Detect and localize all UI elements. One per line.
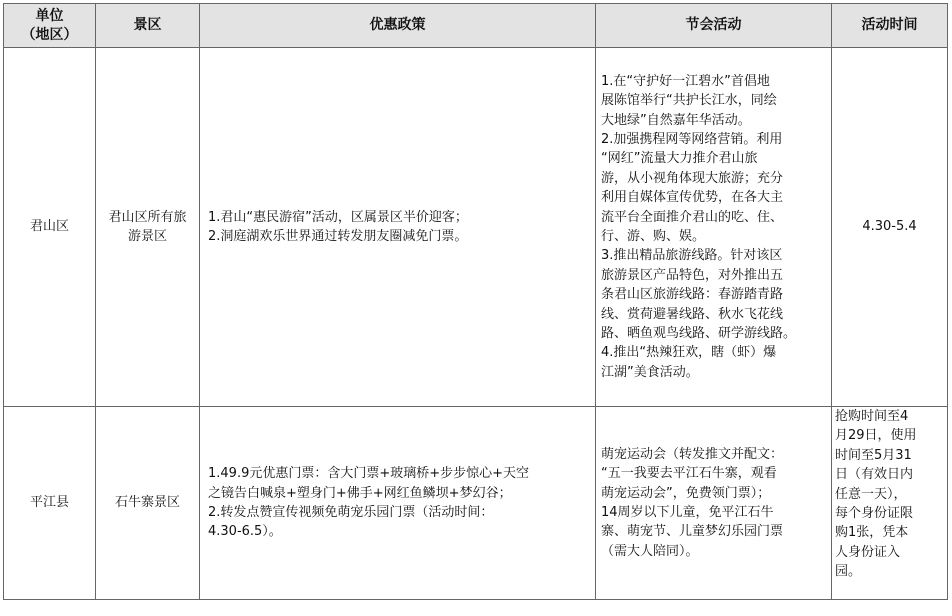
- events-line: 萌宠运动会（转发推文并配文：: [601, 446, 784, 462]
- cell-scenic: [96, 407, 200, 600]
- cell-time: [832, 407, 948, 600]
- events-table: [3, 3, 948, 600]
- events-line: 流平台全面推介君山的吃、住、: [601, 209, 784, 225]
- cell-policy: [200, 48, 596, 407]
- cell-unit: 平江县: [4, 407, 96, 600]
- events-line: 大地绿”自然嘉年华活动。: [601, 112, 751, 128]
- policy-line: 2.转发点赞宣传视频免萌宠乐园门票（活动时间：: [208, 505, 494, 520]
- header-events: 节会活动: [596, 4, 832, 48]
- events-line: 3.推出精品旅游线路。针对该区: [601, 248, 783, 264]
- events-line: 2.加强携程网等网络营销。利用: [601, 131, 783, 147]
- time-line: 日（有效日内: [835, 467, 914, 483]
- events-line: 江湖”美食活动。: [601, 364, 699, 380]
- time-line: 抢购时间至4: [835, 409, 909, 424]
- events-line: 利用自媒体宣传优势，在各大主: [601, 190, 784, 206]
- cell-events: [596, 407, 832, 600]
- cell-unit: 君山区: [4, 48, 96, 407]
- cell-policy: [200, 407, 596, 600]
- policy-line: 4.30-6.5）。: [208, 524, 282, 540]
- policy-line: 2.洞庭湖欢乐世界通过转发朋友圈减免门票。: [208, 229, 468, 244]
- cell-scenic: [96, 48, 200, 407]
- header-policy: 优惠政策: [200, 4, 596, 48]
- header-row: [4, 4, 948, 48]
- header-time: 活动时间: [832, 4, 948, 48]
- events-line: “网红”流量大力推介君山旅: [601, 151, 758, 167]
- policy-line: 1.君山“惠民游宿”活动，区属景区半价迎客；: [208, 209, 468, 225]
- events-line: 14周岁以下儿童，免平江石牛: [601, 505, 774, 520]
- header-scenic: 景区: [96, 4, 200, 48]
- time-line: 时间至5月31: [835, 447, 912, 463]
- scenic-line: 石牛寨景区: [114, 495, 180, 511]
- events-line: 行、游、购、娱。: [601, 229, 706, 244]
- header-unit-line-2: （地区）: [21, 26, 78, 43]
- events-line: 展陈馆举行“共护长江水，同绘: [601, 93, 777, 109]
- events-line: 1.在“守护好一江碧水”首倡地: [601, 73, 770, 89]
- table-row: [4, 48, 948, 407]
- time-line: 购1张，凭本: [835, 525, 909, 541]
- time-line: 月29日，使用: [835, 428, 917, 444]
- table-row: [4, 407, 948, 600]
- events-line: 游，从小视角体现大旅游；充分: [601, 170, 784, 186]
- scenic-line: 游景区: [127, 229, 167, 244]
- events-line: 旅游景区产品特色，对外推出五: [601, 267, 784, 283]
- time-line: 人身份证入: [835, 544, 901, 560]
- events-line: （需大人陪同）。: [601, 543, 699, 559]
- policy-line: 1.49.9元优惠门票：含大门票+玻璃桥+步步惊心+天空: [208, 466, 530, 482]
- time-line: 任意一天），: [835, 486, 907, 502]
- events-line: 寨、萌宠节、儿童梦幻乐园门票: [601, 524, 784, 540]
- policy-line: 之镜告白喊泉+塑身门+佛手+网红鱼鳞坝+梦幻谷；: [208, 485, 512, 501]
- header-unit: [4, 4, 96, 48]
- header-unit-line-1: 单位: [35, 7, 64, 24]
- events-line: 线、赏荷避暑线路、秋水飞花线: [601, 306, 784, 322]
- events-line: 萌宠运动会”，免费领门票）；: [601, 485, 771, 501]
- time-line: 园。: [835, 564, 862, 580]
- cell-events: [596, 48, 832, 407]
- events-line: 4.推出“热辣狂欢，瞎（虾）爆: [601, 345, 777, 361]
- cell-time: [832, 48, 948, 407]
- events-line: 条君山区旅游线路：春游踏青路: [601, 287, 784, 303]
- scenic-line: 君山区所有旅: [108, 209, 187, 225]
- time-line: 每个身份证限: [835, 506, 914, 522]
- events-line: “五一我要去平江石牛寨，观看: [601, 466, 777, 482]
- events-line: 路、晒鱼观鸟线路、研学游线路。: [601, 326, 797, 342]
- time-line: 4.30-5.4: [862, 219, 917, 235]
